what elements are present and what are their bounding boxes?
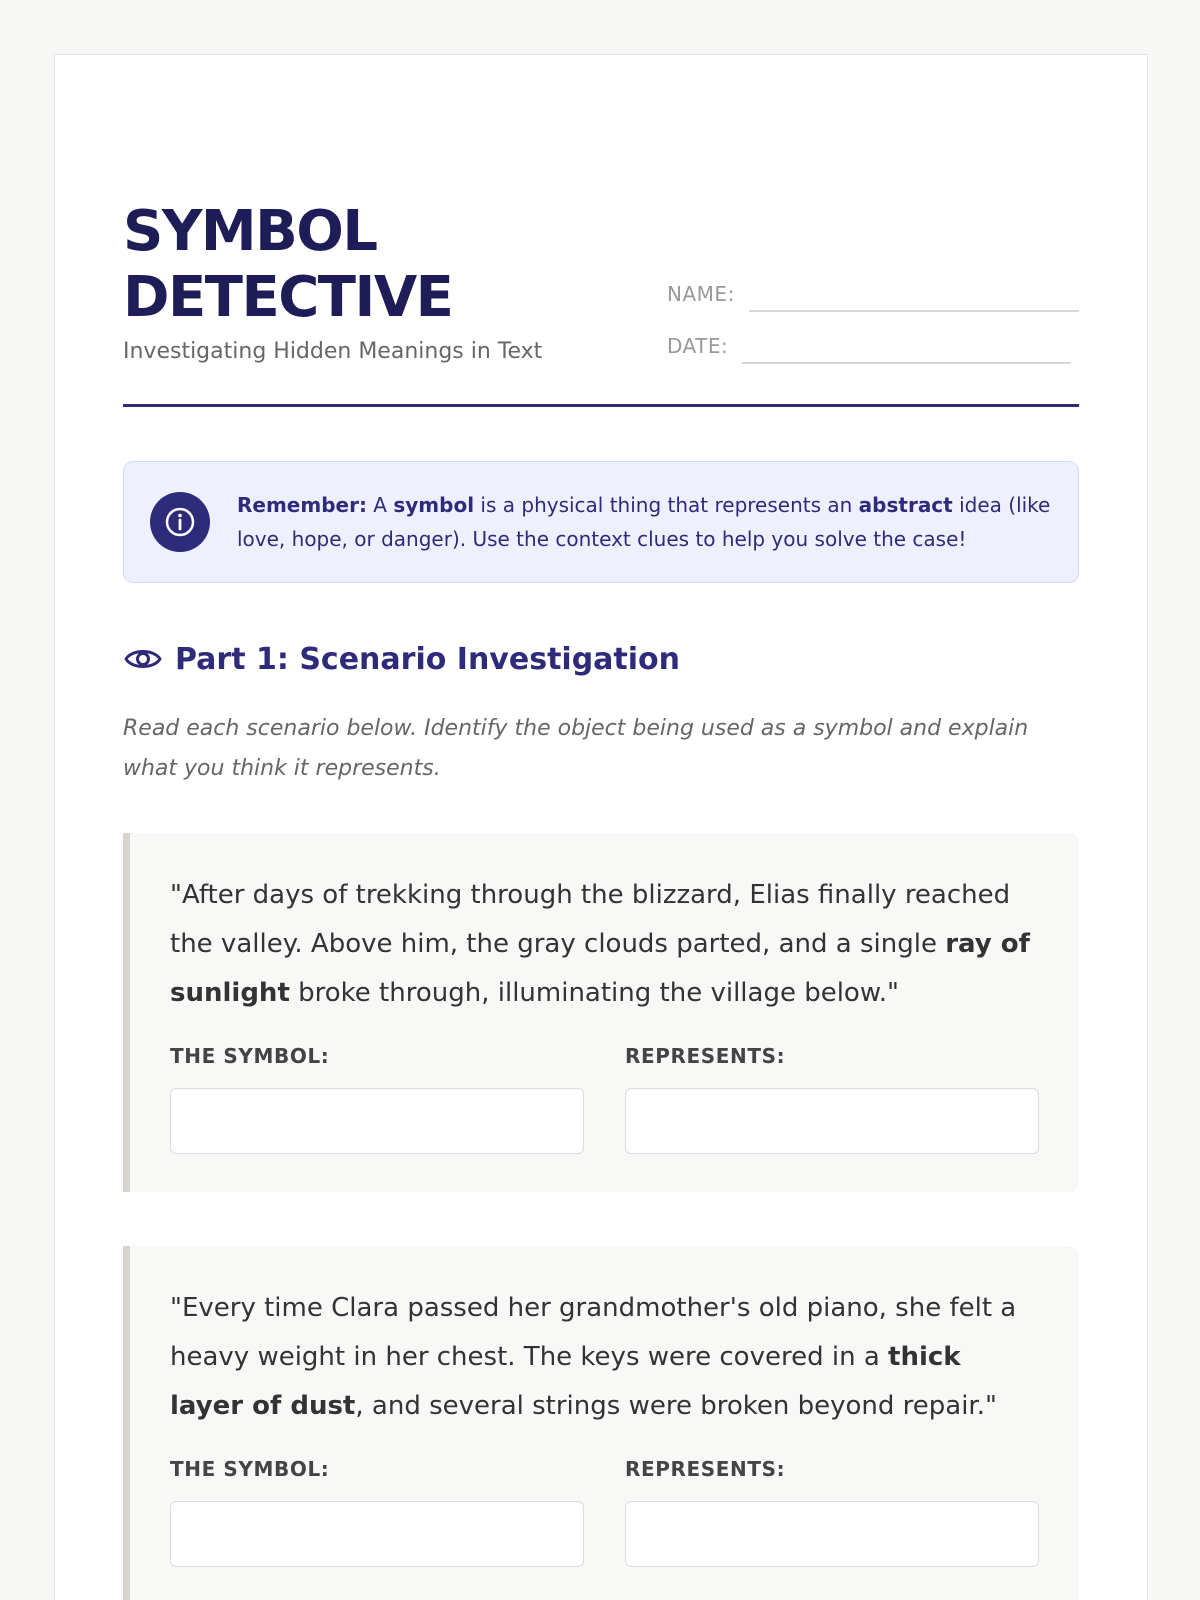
scenario-card-2: [123, 1246, 1079, 1600]
scenario-quote: [170, 871, 1039, 1018]
answer-row: [170, 1457, 1039, 1567]
date-field: [667, 312, 1079, 364]
represents-label: REPRESENTS:: [625, 1457, 786, 1481]
quote-text: broke through, illuminating the village below.": [289, 978, 899, 1008]
represents-answer: [625, 1044, 1039, 1154]
section-title: Part 1: Scenario Investigation: [175, 641, 681, 677]
date-label: DATE:: [667, 334, 729, 358]
symbol-label: THE SYMBOL:: [170, 1457, 330, 1481]
quote-text: "After days of trekking through the blizzard, Elias finally reached the valley. Above him, the gray clouds parted, and a single: [170, 880, 1011, 959]
symbol-label: THE SYMBOL:: [170, 1044, 330, 1068]
date-line[interactable]: [742, 362, 1071, 364]
represents-input[interactable]: [625, 1501, 1039, 1567]
callout-text: [237, 488, 1052, 556]
info-icon: [150, 492, 210, 552]
symbol-input[interactable]: [170, 1501, 584, 1567]
student-fields: [667, 260, 1079, 364]
eye-icon: [123, 639, 163, 679]
title-line-2: DETECTIVE: [123, 265, 453, 330]
remember-callout: [123, 461, 1079, 583]
symbol-input[interactable]: [170, 1088, 584, 1154]
scenario-card-1: [123, 833, 1079, 1192]
section-heading: [123, 639, 1079, 679]
callout-text-1: A: [366, 493, 394, 517]
page-title: [123, 199, 643, 331]
worksheet-page: [54, 54, 1148, 1600]
page-subtitle: Investigating Hidden Meanings in Text: [123, 339, 543, 364]
callout-text-2: is a physical thing that represents an: [474, 493, 859, 517]
answer-row: [170, 1044, 1039, 1154]
quote-text: "Every time Clara passed her grandmother's old piano, she felt a heavy weight in her chest. The keys were covered in a: [170, 1293, 1017, 1372]
quote-highlight: thick layer of dust: [170, 1342, 961, 1421]
callout-lead: Remember:: [237, 493, 367, 517]
instructions: Read each scenario below. Identify the object being used as a symbol and explain what you think it represents.: [123, 716, 1029, 781]
symbol-answer: [170, 1457, 584, 1567]
callout-term-symbol: symbol: [393, 493, 475, 517]
callout-text-3: idea (like love, hope, or danger). Use the context clues to help you solve the case!: [237, 493, 1051, 551]
quote-highlight: ray of sunlight: [170, 929, 1030, 1008]
symbol-answer: [170, 1044, 584, 1154]
name-field: [667, 260, 1079, 312]
scenario-quote: [170, 1284, 1039, 1431]
represents-input[interactable]: [625, 1088, 1039, 1154]
quote-text: , and several strings were broken beyond repair.": [355, 1391, 997, 1421]
callout-term-abstract: abstract: [858, 493, 953, 517]
name-line[interactable]: [749, 310, 1079, 312]
represents-answer: [625, 1457, 1039, 1567]
name-label: NAME:: [667, 282, 735, 306]
title-block: [123, 199, 643, 364]
title-line-1: SYMBOL: [123, 199, 377, 264]
worksheet-header: [123, 121, 1079, 407]
represents-label: REPRESENTS:: [625, 1044, 786, 1068]
